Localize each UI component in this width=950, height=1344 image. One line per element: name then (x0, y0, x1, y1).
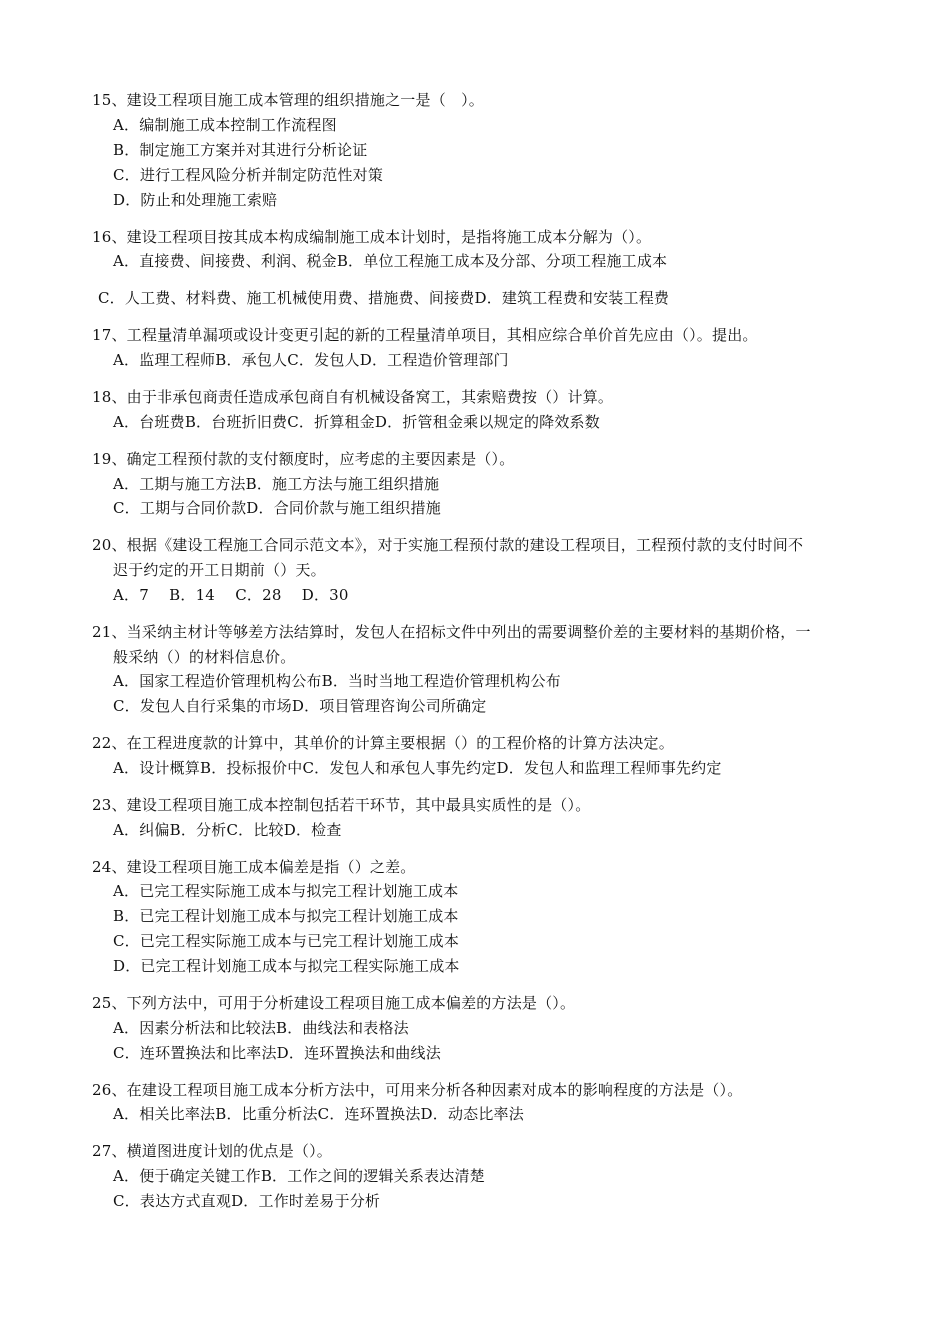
question-19-options-1: A．工期与施工方法B．施工方法与施工组织措施 (113, 475, 440, 493)
question-27-options-1: A．便于确定关键工作B．工作之间的逻辑关系表达清楚 (113, 1167, 485, 1185)
question-27-stem: 27、横道图进度计划的优点是（）。 (92, 1142, 332, 1160)
question-21-stem-cont: 般采纳（）的材料信息价。 (113, 648, 296, 666)
question-20-stem: 20、根据《建设工程施工合同示范文本》，对于实施工程预付款的建设工程项目，工程预付款的支付时间不 (92, 536, 804, 554)
question-20-stem-cont: 迟于约定的开工日期前（）天。 (113, 561, 326, 579)
question-18-options: A．台班费B．台班折旧费C．折算租金D．折管租金乘以规定的降效系数 (113, 413, 600, 431)
question-20-options: A．7 B．14 C．28 D．30 (113, 586, 349, 604)
question-21-options-1: A．国家工程造价管理机构公布B．当时当地工程造价管理机构公布 (113, 672, 561, 690)
question-17-stem: 17、工程量清单漏项或设计变更引起的新的工程量清单项目，其相应综合单价首先应由（）。提出。 (92, 326, 758, 344)
question-24-option-a: A．已完工程实际施工成本与拟完工程计划施工成本 (113, 882, 459, 900)
question-24-stem: 24、建设工程项目施工成本偏差是指（）之差。 (92, 858, 416, 876)
question-24-option-c: C．已完工程实际施工成本与已完工程计划施工成本 (113, 932, 460, 950)
question-16-options-2: C．人工费、材料费、施工机械使用费、措施费、间接费D．建筑工程费和安装工程费 (98, 289, 670, 307)
question-24-option-d: D．已完工程计划施工成本与拟完工程实际施工成本 (113, 957, 460, 975)
question-15-option-c: C．进行工程风险分析并制定防范性对策 (113, 166, 384, 184)
question-27-options-2: C．表达方式直观D．工作时差易于分析 (113, 1192, 381, 1210)
question-24-option-b: B．已完工程计划施工成本与拟完工程计划施工成本 (113, 907, 459, 925)
question-17-options: A．监理工程师B．承包人C．发包人D．工程造价管理部门 (113, 351, 509, 369)
question-15-stem: 15、建设工程项目施工成本管理的组织措施之一是（ ）。 (92, 91, 484, 109)
question-18-stem: 18、由于非承包商责任造成承包商自有机械设备窝工，其索赔费按（）计算。 (92, 388, 614, 406)
question-23-stem: 23、建设工程项目施工成本控制包括若干环节，其中最具实质性的是（）。 (92, 796, 591, 814)
question-25-options-1: A．因素分析法和比较法B．曲线法和表格法 (113, 1019, 409, 1037)
question-19-options-2: C．工期与合同价款D．合同价款与施工组织措施 (113, 499, 441, 517)
question-25-stem: 25、下列方法中，可用于分析建设工程项目施工成本偏差的方法是（）。 (92, 994, 576, 1012)
question-22-stem: 22、在工程进度款的计算中，其单价的计算主要根据（）的工程价格的计算方法决定。 (92, 734, 674, 752)
question-16-options-1: A．直接费、间接费、利润、税金B．单位工程施工成本及分部、分项工程施工成本 (113, 252, 668, 270)
question-26-options: A．相关比率法B．比重分析法C．连环置换法D．动态比率法 (113, 1105, 524, 1123)
question-16-stem: 16、建设工程项目按其成本构成编制施工成本计划时，是指将施工成本分解为（）。 (92, 228, 652, 246)
question-21-stem: 21、当采纳主材计等够差方法结算时，发包人在招标文件中列出的需要调整价差的主要材料的基期价格，一 (92, 623, 811, 641)
question-22-options: A．设计概算B．投标报价中C．发包人和承包人事先约定D．发包人和监理工程师事先约定 (113, 759, 722, 777)
question-25-options-2: C．连环置换法和比率法D．连环置换法和曲线法 (113, 1044, 441, 1062)
question-26-stem: 26、在建设工程项目施工成本分析方法中，可用来分析各种因素对成本的影响程度的方法是（）。 (92, 1081, 743, 1099)
question-15-option-b: B．制定施工方案并对其进行分析论证 (113, 141, 368, 159)
question-21-options-2: C．发包人自行采集的市场D．项目管理咨询公司所确定 (113, 697, 487, 715)
question-15-option-d: D．防止和处理施工索赔 (113, 191, 278, 209)
question-23-options: A．纠偏B．分析C．比较D．检查 (113, 821, 342, 839)
question-19-stem: 19、确定工程预付款的支付额度时，应考虑的主要因素是（）。 (92, 450, 515, 468)
question-15-option-a: A．编制施工成本控制工作流程图 (113, 116, 337, 134)
